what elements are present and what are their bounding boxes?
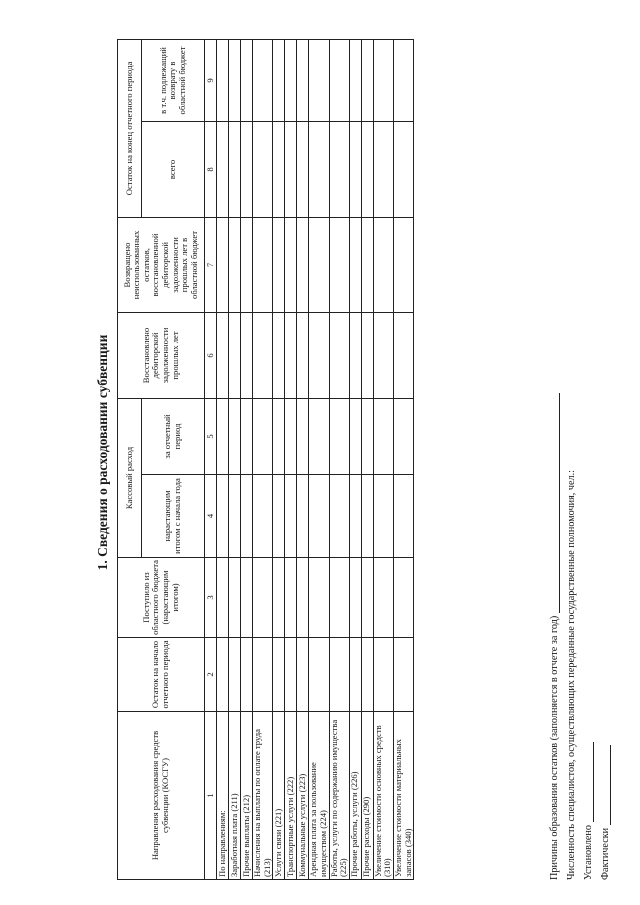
column-number-row [205, 39, 217, 879]
footer-established-label: Установлено [583, 825, 594, 880]
col-number: 8 [205, 121, 217, 217]
col-number: 5 [205, 398, 217, 474]
table-row [285, 39, 297, 879]
row-label: Прочие выплаты (212) [241, 712, 253, 880]
row-label: Увеличение стоимости материальных запасов (340) [394, 712, 414, 880]
footer-reasons [549, 393, 560, 880]
col-number: 4 [205, 475, 217, 558]
row-label: Заработная плата (211) [229, 712, 241, 880]
footer-established [583, 742, 594, 880]
table-row [217, 39, 229, 879]
table-row [349, 39, 361, 879]
table-header [118, 39, 217, 879]
col-number: 9 [205, 39, 217, 121]
col-number: 2 [205, 638, 217, 712]
header-returned: Возвращено неиспользованных остатков, восстановленной дебиторской задолженности прошлых лет в областной бюджет [118, 217, 205, 312]
header-opening-balance: Остаток на начало отчетного периода [118, 638, 205, 712]
header-cash-expense: Кассовый расход [118, 398, 142, 557]
table-row [297, 39, 309, 879]
footer-actual-line[interactable] [600, 745, 611, 825]
footer-staff-label: Численность специалистов, осуществляющих переданные государственные полномочия, чел.: [566, 470, 577, 880]
row-label: Работы, услуги по содержанию имущества (225) [329, 712, 349, 880]
row-label: Начисления на выплаты по оплате труда (213) [253, 712, 273, 880]
col-number: 3 [205, 558, 217, 638]
col-number: 6 [205, 312, 217, 398]
table-row [329, 39, 349, 879]
row-label: По направлениям: [217, 712, 229, 880]
table-row [394, 39, 414, 879]
footer-established-line[interactable] [583, 742, 594, 822]
row-label: Прочие работы, услуги (226) [349, 712, 361, 880]
col-number: 1 [205, 712, 217, 880]
header-reporting-period: за отчетный период [142, 398, 205, 474]
footer-actual-label: Фактически [600, 827, 611, 880]
header-restored-debt: Восстановлено дебиторской задолженности прошлых лет [118, 312, 205, 398]
section-heading: 1. Сведения о расходовании субвенции [95, 334, 110, 571]
table-row [229, 39, 241, 879]
footer-actual [600, 745, 611, 880]
row-label: Увеличение стоимости основных средств (310) [373, 712, 393, 880]
table-row [309, 39, 329, 879]
header-total: всего [142, 121, 205, 217]
col-number: 7 [205, 217, 217, 312]
row-label: Прочие расходы (290) [361, 712, 373, 880]
row-label: Коммунальные услуги (223) [297, 712, 309, 880]
table-row [373, 39, 393, 879]
header-closing-balance: Остаток на конец отчетного периода [118, 39, 142, 217]
table-body [217, 39, 414, 879]
table-row [241, 39, 253, 879]
table-row [273, 39, 285, 879]
row-label: Транспортные услуги (222) [285, 712, 297, 880]
table-row [361, 39, 373, 879]
header-received: Поступило из областного бюджета (нарастающим итогом) [118, 558, 205, 638]
row-label: Услуги связи (221) [273, 712, 285, 880]
header-to-return: в т.ч. подлежащий возврату в областной бюджет [142, 39, 205, 121]
row-label: Арендная плата за пользование имуществом (224) [309, 712, 329, 880]
header-cumulative: нарастающим итогом с начала года [142, 475, 205, 558]
header-directions: Направления расходования средств субвенции (КОСГУ) [118, 712, 205, 880]
table-row [253, 39, 273, 879]
footer-reasons-label: Причины образования остатков (заполняется в отчете за год) [549, 615, 560, 880]
footer-staff [566, 470, 577, 880]
footer-reasons-line[interactable] [549, 393, 560, 613]
subvention-table [117, 39, 414, 880]
